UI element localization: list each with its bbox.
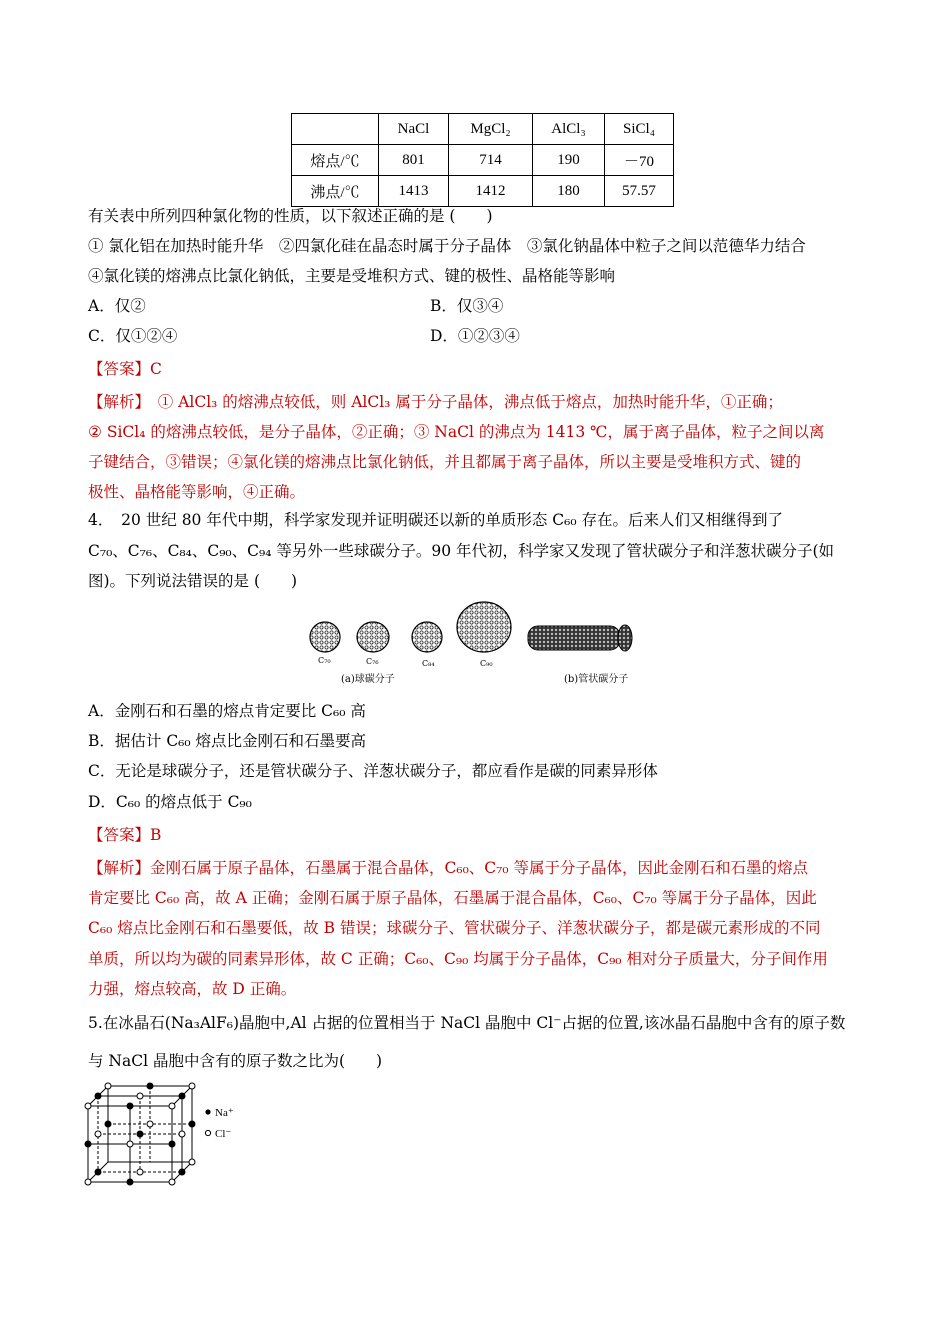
table-header-row — [292, 114, 674, 145]
na-legend-dot — [205, 1109, 210, 1114]
q4-stem-line1: 4． 20 世纪 80 年代中期，科学家发现并证明碳还以新的单质形态 C₆₀ 存在。后来人们又相继得到了 — [88, 511, 783, 529]
carbon-molecules-figure — [294, 600, 639, 692]
table-cell: 57.57 — [605, 176, 674, 207]
q3-option-a: A．仅② — [88, 297, 146, 315]
caption-tubular: (b)管状碳分子 — [564, 674, 629, 685]
q4-option-d: D．C₆₀ 的熔点低于 C₉₀ — [88, 793, 252, 811]
cl-legend-dot — [205, 1130, 210, 1135]
c84-molecule — [412, 622, 442, 652]
carbon-molecules-illustration — [294, 600, 639, 692]
table-cell: 180 — [533, 176, 605, 207]
q3-statements-line2: ④氯化镁的熔沸点比氯化钠低，主要是受堆积方式、键的极性、晶格能等影响 — [88, 267, 616, 285]
label-c76: C₇₆ — [366, 657, 379, 666]
q3-statements-line1: ① 氯化铝在加热时能升华 ②四氯化硅在晶态时属于分子晶体 ③氯化钠晶体中粒子之间以范德华力结合 — [88, 237, 806, 255]
label-c84: C₈₄ — [422, 659, 435, 668]
q5-stem-line2: 与 NaCl 晶胞中含有的原子数之比为( ) — [88, 1052, 383, 1070]
nacl-unit-cell-figure — [84, 1082, 254, 1190]
q3-option-c: C．仅①②④ — [88, 327, 178, 345]
q4-answer: 【答案】B — [88, 826, 162, 844]
q4-option-b: B．据估计 C₆₀ 熔点比金刚石和石墨要高 — [88, 732, 367, 750]
nacl-unit-cell-diagram — [84, 1082, 254, 1190]
table-cell: NaCl — [379, 114, 449, 145]
table-cell: AlCl₃ — [533, 114, 605, 145]
chloride-property-table — [291, 113, 674, 207]
carbon-nanotube — [528, 626, 620, 650]
q3-answer: 【答案】C — [88, 360, 162, 378]
table-cell: MgCl₂ — [449, 114, 533, 145]
q3-explanation-line4: 极性、晶格能等影响，④正确。 — [88, 483, 306, 501]
label-c90: C₉₀ — [480, 659, 493, 668]
q4-explanation-line2: 肯定要比 C₆₀ 高，故 A 正确；金刚石属于原子晶体，石墨属于混合晶体，C₆₀、C₇₀ 等属于分子晶体，因此 — [88, 889, 817, 907]
nanotube-cap — [618, 625, 632, 651]
table-cell: 沸点/℃ — [292, 176, 379, 207]
q4-stem-line2: C₇₀、C₇₆、C₈₄、C₉₀、C₉₄ 等另外一些球碳分子。90 年代初，科学家又发现了管状碳分子和洋葱状碳分子(如 — [88, 542, 835, 560]
q4-stem-line3: 图)。下列说法错误的是 ( ) — [88, 572, 298, 590]
q5-stem-line1: 5.在冰晶石(Na₃AlF₆)晶胞中,Al 占据的位置相当于 NaCl 晶胞中 Cl⁻占据的位置,该冰晶石晶胞中含有的原子数 — [88, 1014, 846, 1032]
q3-explanation-line2: ② SiCl₄ 的熔沸点较低，是分子晶体，②正确；③ NaCl 的沸点为 1413 ℃，属于离子晶体，粒子之间以离 — [88, 423, 825, 441]
na-legend-label: Na⁺ — [215, 1107, 234, 1119]
table-cell: 熔点/℃ — [292, 145, 379, 176]
label-c70: C₇₀ — [318, 656, 331, 665]
table-cell: －70 — [605, 145, 674, 176]
c76-molecule — [357, 622, 389, 652]
q3-explanation-line3: 子键结合，③错误；④氯化镁的熔沸点比氯化钠低，并且都属于离子晶体，所以主要是受堆积方式、键的 — [88, 453, 802, 471]
table-cell: 1413 — [379, 176, 449, 207]
caption-spherical: (a)球碳分子 — [341, 674, 395, 685]
q3-option-d: D．①②③④ — [430, 327, 520, 345]
q4-explanation-line5: 力强，熔点较高，故 D 正确。 — [88, 980, 297, 998]
table-cell: 714 — [449, 145, 533, 176]
q3-explanation-line1: 【解析】 ① AlCl₃ 的熔沸点较低，则 AlCl₃ 属于分子晶体，沸点低于熔点，加热时能升华，①正确； — [88, 393, 783, 411]
q4-explanation-line3: C₆₀ 熔点比金刚石和石墨要低，故 B 错误；球碳分子、管状碳分子、洋葱状碳分子，都是碳元素形成的不同 — [88, 919, 821, 937]
c70-molecule — [310, 622, 340, 652]
table-cell: 801 — [379, 145, 449, 176]
q3-stem: 有关表中所列四种氯化物的性质，以下叙述正确的是 ( ) — [88, 207, 493, 225]
q4-option-a: A．金刚石和石墨的熔点肯定要比 C₆₀ 高 — [88, 702, 366, 720]
table-row — [292, 176, 674, 207]
cl-legend-label: Cl⁻ — [215, 1128, 232, 1140]
q4-explanation-line1: 【解析】金刚石属于原子晶体，石墨属于混合晶体，C₆₀、C₇₀ 等属于分子晶体，因此金刚石和石墨的熔点 — [88, 859, 809, 877]
q4-option-c: C．无论是球碳分子，还是管状碳分子、洋葱状碳分子，都应看作是碳的同素异形体 — [88, 762, 658, 780]
q3-option-b: B．仅③④ — [430, 297, 504, 315]
table-cell — [292, 114, 379, 145]
table-cell: 190 — [533, 145, 605, 176]
table-cell: SiCl₄ — [605, 114, 674, 145]
table-cell: 1412 — [449, 176, 533, 207]
q4-explanation-line4: 单质，所以均为碳的同素异形体，故 C 正确；C₆₀、C₉₀ 均属于分子晶体，C₉₀ 相对分子质量大，分子间作用 — [88, 950, 828, 968]
c90-molecule — [457, 602, 511, 652]
table-row — [292, 145, 674, 176]
